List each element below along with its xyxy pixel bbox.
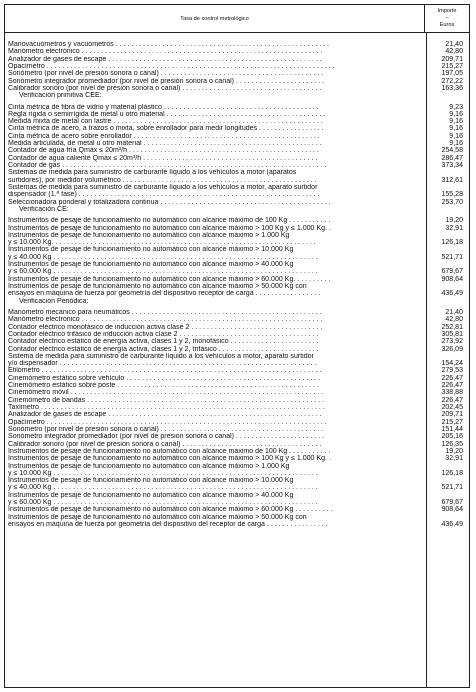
row-amount: 126,35 [441, 440, 463, 448]
row-description: Instrumentos de pesaje de funcionamiento no automático con alcance máximo > 100 Kg y ≤ 1.000 Kg. . [8, 224, 331, 232]
row-description: Manovacuómetros y vacuómetros . . . . . . . . . . . . . . . . . . . . . . . . . . . . . . . . . . . . . . . . . . . . . . . . . . . . . . . [8, 41, 330, 48]
row-amount [421, 246, 465, 253]
row-description: Instrumentos de pesaje de funcionamiento no automático con alcance máximo > 50.000 Kg con [8, 283, 307, 290]
table-row [5, 360, 469, 367]
row-amount: 226,47 [441, 382, 463, 390]
row-description: y ≤ 60.000 Kg . . . . . . . . . . . . . . . . . . . . . . . . . . . . . . . . . . . . . . . . . . . . . . . . . . . . . . . . . . . . . . . . . . . . [8, 268, 318, 276]
row-description: ensayos en máquina de fuerza por geometría del dispositivo del receptor de carga . . . . . . . . . . . . . . . . [8, 521, 328, 528]
table-row [5, 239, 469, 246]
table-row [5, 455, 469, 462]
row-description: Verificación CE: [19, 205, 69, 213]
table-row [5, 484, 469, 491]
row-description: Instrumentos de pesaje de funcionamiento no automático con alcance máximo > 50.000 Kg con [8, 513, 307, 521]
row-amount: 21,40 [445, 41, 463, 48]
row-amount [421, 477, 465, 484]
table-row [5, 125, 469, 132]
row-description: Sistemas de medida para suministro de carburante líquido a los vehículos a motor (aparatos [8, 169, 297, 177]
row-description: y ≤ 40.000 Kg . . . . . . . . . . . . . . . . . . . . . . . . . . . . . . . . . . . . . . . . . . . . . . . . . . . . . . . . . . . . . . . . . . . . [8, 484, 318, 492]
row-description: Contador de agua fría Qmáx ≤ 20m³/h . . . . . . . . . . . . . . . . . . . . . . . . . . . . . . . . . . . . . . . . . . . . . . . . . [8, 147, 319, 155]
row-description: Calibrador sonoro (por nivel de presión sonora o canal) . . . . . . . . . . . . . . . . . . . . . . . . . . . . . . . . . . . . [8, 440, 322, 448]
table-row [5, 441, 469, 448]
row-description: Verificación primitiva CEE: [19, 92, 102, 100]
table-header [5, 5, 469, 33]
table-row [5, 232, 469, 239]
amount-header-currency: Euros [439, 22, 455, 28]
row-amount [421, 463, 465, 470]
row-description: Etilómetro . . . . . . . . . . . . . . . . . . . . . . . . . . . . . . . . . . . . . . . . . . . . . . . . . . . . . . . . . . . . . . . . . . . . . . . . [8, 367, 322, 375]
amount-header-dash: – [445, 15, 449, 21]
row-description: Analizador de gases de escape . . . . . . . . . . . . . . . . . . . . . . . . . . . . . . . . . . . . . . . . . . . . . . . . . . . . . . . [8, 55, 322, 63]
row-description: Analizador de gases de escape . . . . . . . . . . . . . . . . . . . . . . . . . . . . . . . . . . . . . . . . . . . . . . . . . . . . . . . [8, 411, 322, 419]
row-amount: 254,58 [441, 147, 463, 155]
row-amount [421, 169, 465, 176]
table-row [5, 199, 469, 206]
table-row [5, 346, 469, 353]
table-row [5, 184, 469, 191]
table-row [5, 367, 469, 374]
row-description: Cinta métrica de fibra de vidrio y material plástico . . . . . . . . . . . . . . . . . . . . . . . . . . . . . . . . . . . . . . . . [8, 103, 319, 111]
row-description: Instrumentos de pesaje de funcionamiento no automático con alcance máximo > 100 Kg y ≤ 1.000 Kg. . [8, 455, 331, 463]
row-description: Instrumentos de pesaje de funcionamiento no automático con alcance máximo de 100 Kg . . . . . . . . . . . [8, 447, 331, 455]
table-row [5, 56, 469, 63]
row-amount [421, 92, 465, 99]
table-row [5, 78, 469, 85]
row-description: Cinemómetro móvil . . . . . . . . . . . . . . . . . . . . . . . . . . . . . . . . . . . . . . . . . . . . . . . . . . . . . . . . . . . . . . . . . [8, 389, 324, 397]
row-amount: 908,64 [441, 506, 463, 514]
row-description: Sonómetro (por nivel de presión sonora o canal) . . . . . . . . . . . . . . . . . . . . . . . . . . . . . . . . . . . . . . . . . . [8, 70, 324, 78]
row-description: Cinemómetro de bandas . . . . . . . . . . . . . . . . . . . . . . . . . . . . . . . . . . . . . . . . . . . . . . . . . . . . . . . . . . . . . [8, 396, 325, 404]
table-body [5, 33, 469, 687]
row-amount: 155,28 [441, 191, 463, 199]
table-row [5, 48, 469, 55]
row-description: Instrumentos de pesaje de funcionamiento no automático con alcance máximo > 10.000 Kg [8, 477, 294, 485]
row-amount: 436,49 [441, 521, 463, 528]
row-amount [421, 283, 465, 290]
row-description: Sistema de medida para suministro de carburante líquido a los vehículos a motor, aparato surtidor [8, 352, 314, 360]
row-description: Sonómetro integrador promediador (por nivel de presión sonora o canal) . . . . . . . . . . . . . . . . . . . . . . . [8, 77, 325, 85]
row-amount: 215,27 [441, 418, 463, 426]
table-row [5, 111, 469, 118]
row-description: Cinta métrica de acero, a trazos o mixta, sobre enrollador para medir longitudes . . . . . . . . . . . . . . . . . [8, 125, 324, 133]
row-amount: 9,16 [449, 125, 463, 133]
row-description: Instrumentos de pesaje de funcionamiento no automático con alcance máximo > 60.000 Kg. . . . . . . . . . [8, 275, 331, 283]
row-amount: 252,81 [441, 323, 463, 331]
amount-column-header [425, 5, 469, 32]
row-description: Manómetro mecánico para neumáticos . . . . . . . . . . . . . . . . . . . . . . . . . . . . . . . . . . . . . . . . . . . . . . . . . [8, 308, 322, 316]
row-amount: 32,91 [445, 455, 463, 463]
row-amount: 9,16 [449, 118, 463, 126]
row-amount: 215,27 [441, 62, 463, 70]
row-description: Medida articulada, de metal u otro material . . . . . . . . . . . . . . . . . . . . . . . . . . . . . . . . . . . . . . . . . . . . . . [8, 140, 322, 148]
row-description: Contador eléctrico trifásico de inducción activa clase 2 . . . . . . . . . . . . . . . . . . . . . . . . . . . . . . . . . . . . [8, 330, 319, 338]
row-amount: 279,53 [441, 367, 463, 375]
table-row [5, 470, 469, 477]
row-description: Taxímetro . . . . . . . . . . . . . . . . . . . . . . . . . . . . . . . . . . . . . . . . . . . . . . . . . . . . . . . . . . . . . . . . . . . . . . . . . [8, 404, 325, 411]
row-description: Manómetro electrónico . . . . . . . . . . . . . . . . . . . . . . . . . . . . . . . . . . . . . . . . . . . . . . . . . . . . . . . . . . . . . . [8, 48, 323, 56]
row-amount [421, 492, 465, 499]
row-description: Instrumentos de pesaje de funcionamiento no automático con alcance máximo de 100 Kg . . . . . . . . . . . [8, 217, 331, 225]
table-row [5, 419, 469, 426]
row-description: Sonómetro (por nivel de presión sonora o canal) . . . . . . . . . . . . . . . . . . . . . . . . . . . . . . . . . . . . . . . . . . [8, 425, 324, 433]
row-amount: 226,47 [441, 396, 463, 404]
table-row [5, 463, 469, 470]
row-description: Medida mixta de metal con lastre . . . . . . . . . . . . . . . . . . . . . . . . . . . . . . . . . . . . . . . . . . . . . . . . . . . . . . [8, 118, 323, 126]
table-row [5, 276, 469, 283]
table-row [5, 338, 469, 345]
row-amount: 126,18 [441, 469, 463, 477]
table-row [5, 85, 469, 92]
table-row [5, 506, 469, 513]
row-description: Instrumentos de pesaje de funcionamiento no automático con alcance máximo > 40.000 Kg [8, 491, 294, 499]
table-row [5, 521, 469, 528]
table-row [5, 162, 469, 169]
table-row [5, 217, 469, 224]
table-row [5, 331, 469, 338]
table-row [5, 261, 469, 268]
table-row [5, 155, 469, 162]
table-row [5, 309, 469, 316]
table-row [5, 225, 469, 232]
row-description: Instrumentos de pesaje de funcionamiento no automático con alcance máximo > 40.000 Kg [8, 261, 294, 269]
row-description: Sistemas de medida para suministro de carburante líquido a los vehículos a motor, aparato surtidor [8, 183, 318, 191]
row-description: Opacímetro . . . . . . . . . . . . . . . . . . . . . . . . . . . . . . . . . . . . . . . . . . . . . . . . . . . . . . . . . . . . . . . . . . . . . . . . . . [8, 62, 335, 70]
table-row [5, 375, 469, 382]
amount-header-label: Importe [437, 8, 457, 14]
table-row [5, 63, 469, 70]
row-amount: 521,71 [441, 484, 463, 492]
table-row [5, 290, 469, 297]
table-row [5, 492, 469, 499]
row-amount: 338,88 [441, 389, 463, 397]
row-amount: 209,71 [441, 411, 463, 419]
row-description: y ≤ 40.000 Kg . . . . . . . . . . . . . . . . . . . . . . . . . . . . . . . . . . . . . . . . . . . . . . . . . . . . . . . . . . . . . . . . . . . . [8, 253, 318, 261]
table-row [5, 118, 469, 125]
row-amount: 373,34 [441, 162, 463, 169]
table-row [5, 169, 469, 176]
row-amount: 205,16 [441, 433, 463, 441]
table-row [5, 191, 469, 198]
row-description: Contador eléctrico estático de energía activa, clases 1 y 2, monofásico . . . . . . . . . . . . . . . . . . . . . . . [8, 338, 319, 346]
row-description: Instrumentos de pesaje de funcionamiento no automático con alcance máximo > 10.000 Kg [8, 246, 294, 254]
table-row [5, 389, 469, 396]
row-amount: 305,81 [441, 330, 463, 338]
row-amount: 312,61 [441, 176, 463, 184]
row-amount: 197,05 [441, 70, 463, 78]
row-description: surtidores), por medidor volumétrico . . . . . . . . . . . . . . . . . . . . . . . . . . . . . . . . . . . . . . . . . . . . . . . . . . [8, 176, 317, 184]
row-amount: 19,20 [445, 447, 463, 455]
row-amount: 209,71 [441, 55, 463, 63]
table-row [5, 41, 469, 48]
row-description: Instrumentos de pesaje de funcionamiento no automático con alcance máximo > 60.000 Kg . . . . . . . . . . [8, 506, 333, 514]
table-row [5, 316, 469, 323]
row-amount [421, 261, 465, 268]
table-row [5, 477, 469, 484]
row-description: Contador eléctrico monofásico de inducción activa clase 2 . . . . . . . . . . . . . . . . . . . . . . . . . . . . . . . . . . [8, 323, 323, 331]
row-description: Contador de agua caliente Qmáx ≤ 20m³/h . . . . . . . . . . . . . . . . . . . . . . . . . . . . . . . . . . . . . . . . . . . . . [8, 154, 318, 162]
row-description: Regla rígida o semirrígida de metal u otro material . . . . . . . . . . . . . . . . . . . . . . . . . . . . . . . . . . . . . . . . . [8, 110, 326, 118]
table-row [5, 353, 469, 360]
table-row [5, 433, 469, 440]
table-row [5, 448, 469, 455]
row-description: Calibrador sonoro (por nivel de presión sonora o canal) . . . . . . . . . . . . . . . . . . . . . . . . . . . . . . . . . . . . [8, 84, 322, 92]
table-row [5, 382, 469, 389]
row-amount: 521,71 [441, 253, 463, 261]
row-description: Manómetro electrónico . . . . . . . . . . . . . . . . . . . . . . . . . . . . . . . . . . . . . . . . . . . . . . . . . . . . . . . . . . . . . . [8, 316, 323, 324]
row-amount: 679,67 [441, 499, 463, 507]
row-description: Cinemómetro estático sobre poste . . . . . . . . . . . . . . . . . . . . . . . . . . . . . . . . . . . . . . . . . . . . . . . . . . . . [8, 382, 319, 390]
row-amount: 273,92 [441, 338, 463, 346]
table-row [5, 283, 469, 290]
row-description: Contador de gas . . . . . . . . . . . . . . . . . . . . . . . . . . . . . . . . . . . . . . . . . . . . . . . . . . . . . . . . . . . . . . . . . . . . [8, 162, 327, 169]
row-description: Contador eléctrico estático de energía activa, clases 1 y 2, trifásico . . . . . . . . . . . . . . . . . . . . . . . . . . [8, 345, 319, 353]
fee-table [4, 4, 470, 688]
row-description: ensayos en máquina de fuerza por geometría del dispositivo receptor de carga . . . . . . . . . . . . . . . . . [8, 290, 321, 298]
table-row [5, 499, 469, 506]
row-amount: 9,16 [449, 110, 463, 118]
row-amount: 286,47 [441, 154, 463, 162]
row-amount: 32,91 [445, 224, 463, 232]
row-amount: 326,09 [441, 345, 463, 353]
table-row [5, 104, 469, 111]
table-row [5, 397, 469, 404]
table-row [5, 411, 469, 418]
row-amount: 436,49 [441, 290, 463, 298]
row-amount: 908,64 [441, 275, 463, 283]
row-amount [421, 514, 465, 521]
row-amount [421, 298, 465, 305]
row-amount: 272,22 [441, 77, 463, 85]
row-description: y ≤ 10.000 Kg . . . . . . . . . . . . . . . . . . . . . . . . . . . . . . . . . . . . . . . . . . . . . . . . . . . . . . . . . . . . . . . . . . . . [8, 469, 318, 477]
table-row [5, 426, 469, 433]
row-description: Instrumentos de pesaje de funcionamiento no automático con alcance máximo > 1.000 Kg [8, 231, 290, 239]
description-column-header: Tasa de control metrológico [5, 5, 425, 32]
row-amount: 163,36 [441, 84, 463, 92]
row-amount [421, 232, 465, 239]
table-row [5, 254, 469, 261]
table-row [5, 147, 469, 154]
row-description: Instrumentos de pesaje de funcionamiento no automático con alcance máximo > 1.000 Kg [8, 462, 290, 470]
row-amount: 154,24 [441, 360, 463, 368]
section-heading [5, 298, 469, 305]
table-row [5, 246, 469, 253]
row-description: dispensador (1.ª fase) . . . . . . . . . . . . . . . . . . . . . . . . . . . . . . . . . . . . . . . . . . . . . . . . . . . . . . . . . . . . . . [8, 191, 320, 199]
table-row [5, 70, 469, 77]
section-heading [5, 206, 469, 213]
row-amount [421, 206, 465, 213]
row-amount: 151,44 [441, 425, 463, 433]
row-description: y ≤ 10.000 Kg. . . . . . . . . . . . . . . . . . . . . . . . . . . . . . . . . . . . . . . . . . . . . . . . . . . . . . . . . . . . . . . . . . . . [8, 239, 316, 247]
row-amount: 19,20 [445, 217, 463, 225]
row-description: Cinta métrica de acero sobre enrollador . . . . . . . . . . . . . . . . . . . . . . . . . . . . . . . . . . . . . . . . . . . . . . . . [8, 132, 320, 140]
row-description: y ≤ 60.000 Kg . . . . . . . . . . . . . . . . . . . . . . . . . . . . . . . . . . . . . . . . . . . . . . . . . . . . . . . . . . . . . . . . . . . . [8, 499, 318, 507]
table-rows [5, 41, 469, 528]
table-row [5, 133, 469, 140]
row-amount: 126,18 [441, 239, 463, 247]
row-amount: 226,47 [441, 374, 463, 382]
table-row [5, 268, 469, 275]
row-amount: 9,23 [449, 103, 463, 111]
row-amount: 21,40 [445, 308, 463, 316]
table-row [5, 324, 469, 331]
row-description: Verificación Periódica: [19, 297, 89, 305]
row-amount [421, 184, 465, 191]
table-row [5, 177, 469, 184]
row-description: Opacímetro . . . . . . . . . . . . . . . . . . . . . . . . . . . . . . . . . . . . . . . . . . . . . . . . . . . . . . . . . . . . . . . . . . . . . . . . [8, 418, 327, 426]
row-amount [421, 353, 465, 360]
table-row [5, 404, 469, 411]
row-amount: 42,80 [445, 316, 463, 324]
table-row [5, 140, 469, 147]
row-amount: 202,45 [441, 404, 463, 411]
row-amount: 9,16 [449, 132, 463, 140]
row-amount: 253,70 [441, 198, 463, 206]
row-amount: 679,67 [441, 268, 463, 276]
row-amount: 42,80 [445, 48, 463, 56]
section-heading [5, 92, 469, 99]
row-description: y/o dispensador . . . . . . . . . . . . . . . . . . . . . . . . . . . . . . . . . . . . . . . . . . . . . . . . . . . . . . . . . . . . . . . . . . [8, 360, 317, 368]
table-row [5, 514, 469, 521]
row-description: Cinemómetro estático sobre vehículo . . . . . . . . . . . . . . . . . . . . . . . . . . . . . . . . . . . . . . . . . . . . . . . . . . [8, 374, 321, 382]
row-amount: 9,16 [449, 140, 463, 148]
row-description: Seleccionadora ponderal y totalizadora continua . . . . . . . . . . . . . . . . . . . . . . . . . . . . . . . . . . . . . . . . . . . . [8, 198, 331, 206]
row-description: Sonómetro integrador promediador (por nivel de presión sonora o canal) . . . . . . . . . . . . . . . . . . . . . . . [8, 433, 325, 441]
